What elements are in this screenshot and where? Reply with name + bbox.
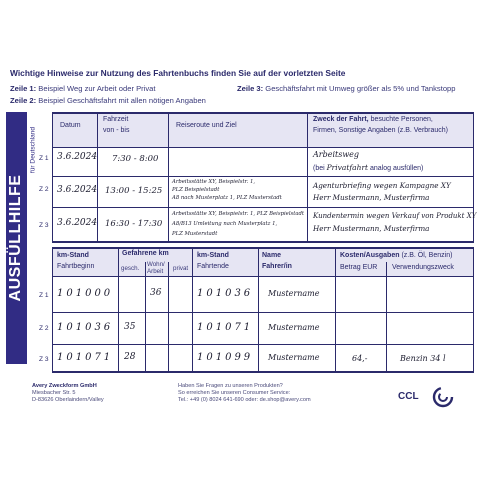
- bottom-col-line: [118, 247, 119, 372]
- top-row-zweck2: [313, 163, 423, 172]
- bottom-row-label: Z 1: [39, 292, 49, 299]
- col-kmstand-bold: km-Stand: [57, 252, 89, 259]
- col-datum-header: Datum: [60, 122, 81, 129]
- top-row-zeit: 13:00 - 15:25: [105, 186, 163, 196]
- col-betrag-header: Betrag EUR: [340, 264, 378, 271]
- col-fahrzeit-header: Fahrzeit: [103, 116, 129, 123]
- bottom-row-ende: 101099: [197, 352, 254, 363]
- top-row-zweck1: Kundentermin wegen Verkauf von Produkt XY: [313, 212, 477, 220]
- bottom-col-line: [258, 247, 259, 372]
- top-row-zweck1: Arbeitsweg: [313, 150, 360, 159]
- col-reiseroute-header: Reiseroute und Ziel: [176, 122, 237, 129]
- bottom-row-wohn: 36: [150, 288, 162, 298]
- col-kmstand-header: [57, 252, 89, 259]
- col-fahrer-header: [262, 263, 292, 270]
- zeile3-text: Geschäftsfahrt mit Umweg größer als 5% und Tankstopp: [265, 84, 456, 93]
- col-zweck-header: [313, 116, 433, 123]
- col-verwendung-header: Verwendungszweck: [392, 264, 454, 271]
- top-col-line-4: [473, 112, 474, 242]
- top-table-header-line: [52, 147, 474, 148]
- col-fahrzeit-sub: von - bis: [103, 127, 130, 134]
- top-row-route-2: PLZ Beispielstadt: [172, 187, 220, 193]
- top-col-line-0: [52, 112, 53, 242]
- top-row-line-2: [52, 207, 474, 208]
- service-contact-intro: So erreichen Sie unseren Consumer Service:: [178, 390, 291, 396]
- top-row-zeit: 16:30 - 17:30: [105, 219, 163, 229]
- bottom-row-verwendung: Benzin 34 l: [400, 354, 446, 363]
- col-fahrtende-header: Fahrtende: [197, 263, 229, 270]
- top-row-label: Z 2: [39, 186, 49, 193]
- zeile2-text: Beispiel Geschäftsfahrt mit allen nötigen Angaben: [38, 96, 206, 105]
- bottom-col-line: [473, 247, 474, 372]
- top-row-route-1: Arbeitsstätte XY, Beispielstr. 1, PLZ Beispielstadt: [172, 211, 305, 217]
- bottom-col-line: [335, 247, 336, 372]
- zeile3-note: [237, 84, 456, 93]
- bottom-row-line-2: [52, 344, 474, 345]
- bottom-table-border-bottom: [52, 371, 474, 373]
- col-name-bold: Name: [262, 252, 282, 259]
- bottom-row-start: 101036: [57, 322, 114, 333]
- top-table-border-bottom: [52, 241, 474, 243]
- bottom-row-line-1: [52, 312, 474, 313]
- zeile1-text: Beispiel Weg zur Arbeit oder Privat: [38, 84, 156, 93]
- bottom-row-ende: 101071: [197, 322, 254, 333]
- top-row-label: Z 1: [39, 155, 49, 162]
- col-kosten-rest: (z.B. Öl, Benzin): [399, 252, 453, 259]
- side-title: AUSFÜLLHILFE: [7, 174, 24, 302]
- top-row-zweck1: Agenturbriefing wegen Kampagne XY: [313, 181, 451, 190]
- zeile1-label: Zeile 1:: [10, 84, 37, 93]
- bottom-row-ende: 101036: [197, 288, 254, 299]
- top-row-datum: 3.6.2024: [57, 185, 98, 195]
- col-zweck-bold: Zweck der Fahrt,: [313, 116, 369, 123]
- page-title: Wichtige Hinweise zur Nutzung des Fahrtenbuchs finden Sie auf der vorletzten Seite: [10, 68, 346, 78]
- company-city: D-83626 Oberlaindern/Valley: [32, 397, 104, 403]
- bottom-row-name: Mustername: [268, 323, 320, 332]
- ccl-swirl-icon: [432, 386, 454, 408]
- col-zweck-rest: besuchte Personen,: [368, 116, 433, 123]
- bottom-table-border-top: [52, 247, 474, 249]
- top-table-border-top: [52, 112, 474, 114]
- service-info: [178, 383, 311, 404]
- bottom-col-line: [145, 262, 146, 372]
- zeile3-label: Zeile 3:: [237, 84, 264, 93]
- bottom-row-label: Z 2: [39, 325, 49, 332]
- col-gefahrene-header: [122, 250, 169, 257]
- bottom-col-line: [386, 262, 387, 372]
- zeile2-label: Zeile 2:: [10, 96, 37, 105]
- bottom-row-name: Mustername: [268, 353, 320, 362]
- col-wohn-header: Wohn/: [147, 261, 165, 268]
- col-kmstand2-header: [197, 252, 229, 259]
- top-row-datum: 3.6.2024: [57, 152, 98, 162]
- service-question: Haben Sie Fragen zu unseren Produkten?: [178, 383, 283, 389]
- top-row-line-1: [52, 176, 474, 177]
- top-col-line-1: [97, 112, 98, 242]
- ccl-logo-text: CCL: [398, 391, 419, 402]
- top-row-route-1: Arbeitsstätte XY, Beispielstr. 1,: [172, 179, 256, 185]
- zweck2-post: analog ausfüllen): [368, 165, 424, 172]
- col-name-header: [262, 252, 281, 259]
- col-privat-header: privat: [173, 265, 189, 272]
- company-name: Avery Zweckform GmbH: [32, 383, 97, 389]
- zeile2-note: [10, 96, 206, 105]
- col-fahrer-bold: Fahrer/in: [262, 263, 292, 270]
- bottom-col-line: [192, 247, 193, 372]
- col-kmstand2-bold: km-Stand: [197, 252, 229, 259]
- top-row-route-3: PLZ Musterstadt: [172, 231, 218, 237]
- top-row-label: Z 3: [39, 222, 49, 229]
- top-row-zweck2: Herr Mustermann, Musterfirma: [313, 193, 430, 202]
- bottom-row-label: Z 3: [39, 356, 49, 363]
- zweck2-pre: (bei: [313, 165, 327, 172]
- ccl-logo: [398, 386, 454, 410]
- bottom-row-name: Mustername: [268, 289, 320, 298]
- bottom-table-header-line: [52, 276, 474, 277]
- col-kosten-bold: Kosten/Ausgaben: [340, 252, 400, 259]
- bottom-col-line: [52, 247, 53, 372]
- col-kosten-header: [340, 252, 452, 259]
- top-row-zweck2: Herr Mustermann, Musterfirma: [313, 224, 430, 233]
- top-row-route-3: A8 nach Musterplatz 1, PLZ Musterstadt: [172, 195, 282, 201]
- bottom-col-line: [168, 262, 169, 372]
- col-gesch-header: gesch.: [121, 265, 140, 272]
- top-col-line-3: [307, 112, 308, 242]
- top-row-datum: 3.6.2024: [57, 218, 98, 228]
- zweck2-hw: Privatfahrt: [326, 163, 369, 172]
- top-col-line-2: [168, 112, 169, 242]
- side-subtitle: für Deutschland: [29, 126, 37, 174]
- bottom-row-gesch: 28: [124, 352, 136, 362]
- bottom-row-gesch: 35: [124, 322, 136, 332]
- col-gefahrene-bold: Gefahrene km: [122, 250, 169, 257]
- bottom-row-start: 101071: [57, 352, 114, 363]
- company-street: Miesbacher Str. 5: [32, 390, 76, 396]
- col-arbeit-header: Arbeit: [147, 268, 164, 275]
- zeile1-note: [10, 84, 156, 93]
- top-row-zeit: 7:30 - 8:00: [112, 154, 159, 164]
- service-contact: Tel.: +49 (0) 8024 641-690 oder: de.shop@avery.com: [178, 397, 311, 403]
- bottom-row-betrag: 64,-: [352, 354, 368, 363]
- top-row-route-2: A8/B13 Umleitung nach Musterplatz 1,: [172, 221, 278, 227]
- company-address: [32, 383, 104, 404]
- col-fahrtbeginn-header: Fahrtbeginn: [57, 263, 95, 270]
- col-zweck-header-line2: Firmen, Sonstige Angaben (z.B. Verbrauch): [313, 127, 449, 134]
- bottom-row-start: 101000: [57, 288, 114, 299]
